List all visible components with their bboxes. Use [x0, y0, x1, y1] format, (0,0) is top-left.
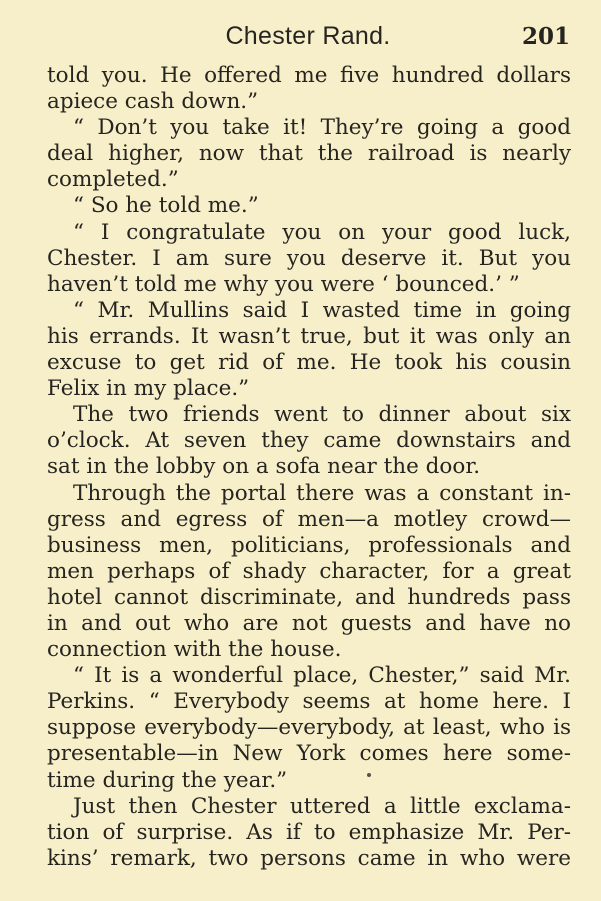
text-line: gress and egress of men—a motley crowd— — [47, 506, 571, 532]
text-line: “ It is a wonderful place, Chester,” said Mr. — [73, 663, 571, 689]
text-line: kins’ remark, two persons came in who were — [47, 845, 571, 871]
text-line: The two friends went to dinner about six — [73, 402, 571, 428]
page-number: 201 — [521, 23, 570, 50]
running-title: Chester Rand. — [225, 22, 391, 50]
text-line: told you. He offered me five hundred dollars — [47, 63, 571, 88]
text-line: business men, politicians, professionals and — [47, 532, 571, 558]
text-line: “ So he told me.” — [73, 193, 259, 219]
text-line: excuse to get rid of me. He took his cousin — [47, 350, 571, 376]
text-line: o’clock. At seven they came downstairs and — [47, 428, 571, 454]
text-line: “ I congratulate you on your good luck, — [73, 219, 571, 245]
text-line: connection with the house. — [47, 637, 342, 663]
text-line: “ Don’t you take it! They’re going a good — [73, 115, 571, 141]
text-line: “ Mr. Mullins said I wasted time in going — [73, 297, 571, 323]
text-line: in and out who are not guests and have no — [47, 610, 571, 636]
text-line: suppose everybody—everybody, at least, who is — [47, 715, 571, 741]
text-line: Through the portal there was a constant in- — [73, 480, 571, 506]
ink-speck — [367, 773, 371, 777]
text-line: deal higher, now that the railroad is nearly — [47, 141, 571, 167]
text-line: haven’t told me why you were ‘ bounced.’ ” — [47, 271, 520, 297]
text-line: presentable—in New York comes here some- — [47, 741, 571, 767]
text-line: men perhaps of shady character, for a great — [47, 558, 571, 584]
text-line: Just then Chester uttered a little exclama- — [73, 793, 571, 819]
body-text — [47, 63, 571, 872]
text-line: completed.” — [47, 167, 179, 193]
text-line: sat in the lobby on a sofa near the door. — [47, 454, 481, 480]
text-line: tion of surprise. As if to emphasize Mr. Per- — [47, 819, 571, 845]
text-line: Chester. I am sure you deserve it. But you — [47, 245, 571, 271]
text-line: hotel cannot discriminate, and hundreds pass — [47, 584, 571, 610]
text-line: time during the year.” — [47, 767, 288, 793]
text-line: Felix in my place.” — [47, 376, 250, 402]
text-line: his errands. It wasn’t true, but it was only an — [47, 323, 571, 349]
text-line: apiece cash down.” — [47, 89, 259, 115]
text-line: Perkins. “ Everybody seems at home here. I — [47, 689, 571, 715]
running-head — [46, 22, 570, 56]
